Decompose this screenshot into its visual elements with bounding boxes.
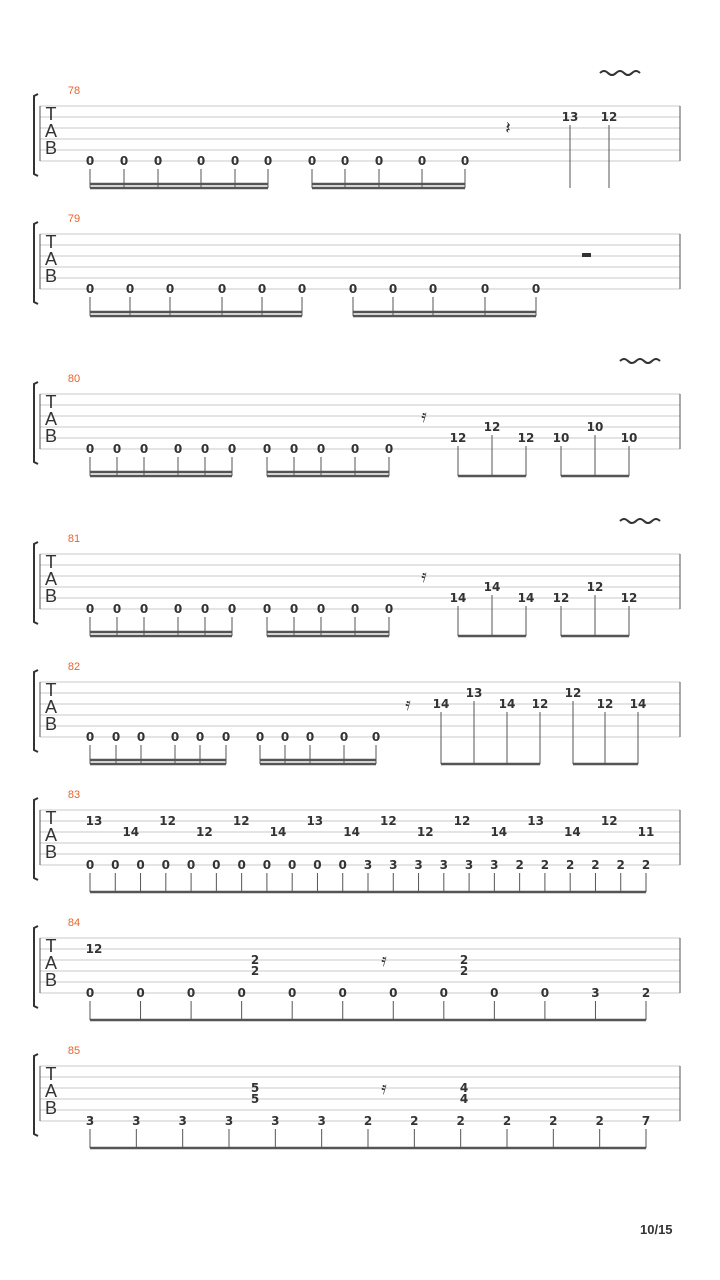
- tab-clef-letter: A: [44, 1081, 58, 1101]
- system-bracket: [34, 1054, 38, 1136]
- fret-number: 2: [515, 858, 524, 872]
- fret-number: 2: [540, 858, 550, 872]
- fret-number: 12: [483, 420, 501, 434]
- fret-number: 0: [85, 154, 95, 168]
- fret-number: 2: [641, 858, 651, 872]
- tab-clef-letter: T: [45, 392, 57, 412]
- measure-number: 85: [67, 1045, 81, 1057]
- fret-number: 0: [153, 154, 163, 168]
- tab-clef-letter: T: [45, 808, 57, 828]
- fret-number: 2: [459, 953, 469, 967]
- fret-number: 2: [363, 1114, 373, 1128]
- staff-system-79: [34, 213, 680, 316]
- fret-number: 3: [464, 858, 474, 872]
- fret-number: 13: [85, 814, 103, 828]
- fret-number: 0: [85, 442, 95, 456]
- fret-number: 0: [227, 442, 237, 456]
- fret-number: 0: [125, 282, 135, 296]
- fret-number: 5: [250, 1081, 260, 1095]
- staff-system-84: [34, 917, 680, 1020]
- fret-number: 0: [112, 602, 122, 616]
- measure-number: 79: [67, 213, 81, 225]
- fret-number: 0: [531, 282, 541, 296]
- system-bracket: [34, 926, 38, 1008]
- fret-number: 0: [307, 154, 317, 168]
- fret-number: 0: [316, 602, 326, 616]
- vibrato-icon: [620, 519, 660, 523]
- fret-number: 12: [564, 686, 582, 700]
- fret-number: 0: [111, 730, 121, 744]
- staff-system-85: [34, 1045, 680, 1148]
- fret-number: 0: [257, 282, 267, 296]
- fret-number: 0: [340, 154, 350, 168]
- fret-number: 12: [531, 697, 549, 711]
- fret-number: 2: [549, 1114, 558, 1128]
- measure-number: 81: [67, 533, 81, 545]
- fret-number: 12: [552, 591, 570, 605]
- tab-clef-letter: B: [44, 586, 58, 606]
- staff-system-81: [34, 519, 680, 636]
- fret-number: 3: [363, 858, 373, 872]
- fret-number: 3: [271, 1114, 280, 1128]
- fret-number: 0: [112, 442, 122, 456]
- system-bracket: [34, 542, 38, 624]
- fret-number: 0: [297, 282, 307, 296]
- fret-number: 0: [136, 730, 146, 744]
- fret-number: 12: [196, 825, 213, 839]
- fret-number: 0: [348, 282, 358, 296]
- tab-clef-letter: A: [44, 569, 58, 589]
- tab-clef-letter: A: [44, 825, 58, 845]
- fret-number: 5: [250, 1092, 260, 1106]
- system-bracket: [34, 94, 38, 176]
- rest-icon: 𝄿: [421, 566, 427, 586]
- fret-number: 11: [637, 825, 655, 839]
- vibrato-icon: [600, 71, 640, 75]
- fret-number: 0: [388, 282, 398, 296]
- rest-icon: 𝄽: [505, 118, 511, 138]
- page-number: 10/15: [640, 1222, 673, 1237]
- fret-number: 14: [449, 591, 467, 605]
- tab-clef-letter: B: [44, 138, 58, 158]
- fret-number: 0: [227, 602, 237, 616]
- vibrato-icon: [620, 359, 660, 363]
- fret-number: 14: [343, 825, 360, 839]
- fret-number: 0: [316, 442, 326, 456]
- fret-number: 12: [517, 431, 535, 445]
- fret-number: 14: [498, 697, 516, 711]
- fret-number: 0: [280, 730, 290, 744]
- fret-number: 0: [170, 730, 180, 744]
- fret-number: 12: [600, 110, 618, 124]
- fret-number: 14: [490, 825, 508, 839]
- fret-number: 3: [132, 1114, 141, 1128]
- fret-number: 0: [85, 602, 95, 616]
- tab-clef-letter: A: [44, 953, 58, 973]
- fret-number: 3: [85, 1114, 95, 1128]
- fret-number: 12: [620, 591, 638, 605]
- tab-clef-letter: T: [45, 1064, 57, 1084]
- fret-number: 0: [339, 730, 349, 744]
- tab-clef-letter: T: [45, 104, 57, 124]
- fret-number: 3: [490, 858, 499, 872]
- measure-number: 78: [67, 85, 81, 97]
- fret-number: 0: [384, 602, 394, 616]
- fret-number: 2: [410, 1114, 419, 1128]
- tab-clef-letter: A: [44, 409, 58, 429]
- fret-number: 14: [517, 591, 535, 605]
- tab-clef-letter: T: [45, 680, 57, 700]
- fret-number: 10: [620, 431, 638, 445]
- fret-number: 0: [111, 858, 120, 872]
- fret-number: 0: [237, 986, 246, 1000]
- fret-number: 12: [600, 814, 618, 828]
- tab-clef-letter: B: [44, 842, 58, 862]
- fret-number: 0: [212, 858, 221, 872]
- system-bracket: [34, 798, 38, 880]
- rest-icon: 𝄿: [381, 1078, 387, 1098]
- fret-number: 0: [161, 858, 170, 872]
- fret-number: 0: [186, 986, 196, 1000]
- staff-system-78: [34, 71, 680, 188]
- fret-number: 0: [480, 282, 490, 296]
- fret-number: 13: [306, 814, 324, 828]
- fret-number: 0: [350, 602, 360, 616]
- fret-number: 2: [502, 1114, 512, 1128]
- fret-number: 13: [465, 686, 483, 700]
- fret-number: 0: [85, 858, 95, 872]
- fret-number: 14: [483, 580, 501, 594]
- tab-clef-letter: B: [44, 1098, 58, 1118]
- fret-number: 0: [460, 154, 470, 168]
- fret-number: 0: [139, 442, 149, 456]
- rest-icon: 𝄿: [421, 406, 427, 426]
- fret-number: 0: [289, 442, 299, 456]
- fret-number: 0: [217, 282, 227, 296]
- fret-number: 0: [305, 730, 315, 744]
- fret-number: 0: [313, 858, 322, 872]
- measure-number: 84: [67, 917, 81, 929]
- staff-system-80: [34, 359, 680, 476]
- fret-number: 0: [350, 442, 360, 456]
- fret-number: 0: [263, 154, 273, 168]
- fret-number: 2: [566, 858, 575, 872]
- fret-number: 0: [230, 154, 240, 168]
- fret-number: 12: [159, 814, 176, 828]
- fret-number: 0: [85, 986, 95, 1000]
- measure-number: 83: [67, 789, 81, 801]
- system-bracket: [34, 670, 38, 752]
- fret-number: 2: [456, 1114, 465, 1128]
- tab-clef-letter: T: [45, 936, 57, 956]
- system-bracket: [34, 382, 38, 464]
- fret-number: 3: [178, 1114, 187, 1128]
- fret-number: 12: [596, 697, 614, 711]
- fret-number: 0: [136, 858, 145, 872]
- fret-number: 3: [414, 858, 423, 872]
- fret-number: 12: [380, 814, 397, 828]
- fret-number: 0: [237, 858, 246, 872]
- fret-number: 0: [262, 442, 272, 456]
- fret-number: 3: [389, 858, 398, 872]
- fret-number: 2: [250, 964, 260, 978]
- fret-number: 2: [595, 1114, 604, 1128]
- fret-number: 0: [200, 442, 210, 456]
- tab-clef-letter: B: [44, 970, 58, 990]
- fret-number: 12: [416, 825, 434, 839]
- fret-number: 0: [417, 154, 427, 168]
- fret-number: 2: [250, 953, 260, 967]
- fret-number: 0: [255, 730, 265, 744]
- fret-number: 12: [449, 431, 467, 445]
- fret-number: 12: [453, 814, 471, 828]
- fret-number: 14: [564, 825, 581, 839]
- fret-number: 2: [616, 858, 625, 872]
- fret-number: 4: [459, 1092, 469, 1106]
- fret-number: 10: [552, 431, 570, 445]
- fret-number: 2: [591, 858, 600, 872]
- staff-system-83: [34, 789, 680, 892]
- fret-number: 3: [224, 1114, 234, 1128]
- fret-number: 0: [389, 986, 398, 1000]
- fret-number: 14: [122, 825, 140, 839]
- fret-number: 3: [591, 986, 600, 1000]
- fret-number: 0: [374, 154, 384, 168]
- fret-number: 0: [139, 602, 149, 616]
- tab-clef-letter: T: [45, 232, 57, 252]
- rest-icon: 𝄿: [381, 950, 387, 970]
- rest-icon: [582, 253, 591, 257]
- fret-number: 3: [317, 1114, 326, 1128]
- fret-number: 0: [200, 602, 210, 616]
- fret-number: 0: [439, 986, 448, 1000]
- fret-number: 0: [428, 282, 438, 296]
- fret-number: 0: [371, 730, 381, 744]
- fret-number: 0: [173, 442, 183, 456]
- tab-clef-letter: T: [45, 552, 57, 572]
- fret-number: 0: [384, 442, 394, 456]
- fret-number: 2: [641, 986, 651, 1000]
- fret-number: 0: [288, 858, 297, 872]
- fret-number: 13: [527, 814, 544, 828]
- fret-number: 14: [629, 697, 647, 711]
- fret-number: 0: [262, 858, 272, 872]
- fret-number: 0: [221, 730, 231, 744]
- rest-icon: 𝄿: [405, 694, 411, 714]
- fret-number: 4: [459, 1081, 469, 1095]
- tab-clef-letter: B: [44, 266, 58, 286]
- fret-number: 0: [136, 986, 145, 1000]
- measure-number: 82: [67, 661, 81, 673]
- fret-number: 0: [490, 986, 499, 1000]
- tab-clef-letter: A: [44, 121, 58, 141]
- fret-number: 0: [262, 602, 272, 616]
- fret-number: 0: [338, 858, 347, 872]
- tab-clef-letter: B: [44, 714, 58, 734]
- fret-number: 10: [586, 420, 604, 434]
- tab-clef-letter: A: [44, 249, 58, 269]
- fret-number: 0: [288, 986, 297, 1000]
- fret-number: 0: [173, 602, 183, 616]
- staff-system-82: [34, 661, 680, 764]
- measure-number: 80: [67, 373, 81, 385]
- fret-number: 0: [85, 282, 95, 296]
- fret-number: 0: [186, 858, 196, 872]
- tab-clef-letter: B: [44, 426, 58, 446]
- system-bracket: [34, 222, 38, 304]
- fret-number: 0: [540, 986, 550, 1000]
- fret-number: 0: [119, 154, 129, 168]
- fret-number: 0: [196, 154, 206, 168]
- fret-number: 12: [232, 814, 250, 828]
- fret-number: 12: [586, 580, 604, 594]
- fret-number: 2: [459, 964, 469, 978]
- fret-number: 0: [195, 730, 205, 744]
- fret-number: 12: [85, 942, 103, 956]
- fret-number: 0: [85, 730, 95, 744]
- fret-number: 7: [641, 1114, 651, 1128]
- fret-number: 3: [439, 858, 448, 872]
- fret-number: 14: [432, 697, 450, 711]
- tab-clef-letter: A: [44, 697, 58, 717]
- fret-number: 0: [289, 602, 299, 616]
- fret-number: 0: [338, 986, 347, 1000]
- fret-number: 14: [269, 825, 287, 839]
- fret-number: 0: [165, 282, 175, 296]
- fret-number: 13: [561, 110, 579, 124]
